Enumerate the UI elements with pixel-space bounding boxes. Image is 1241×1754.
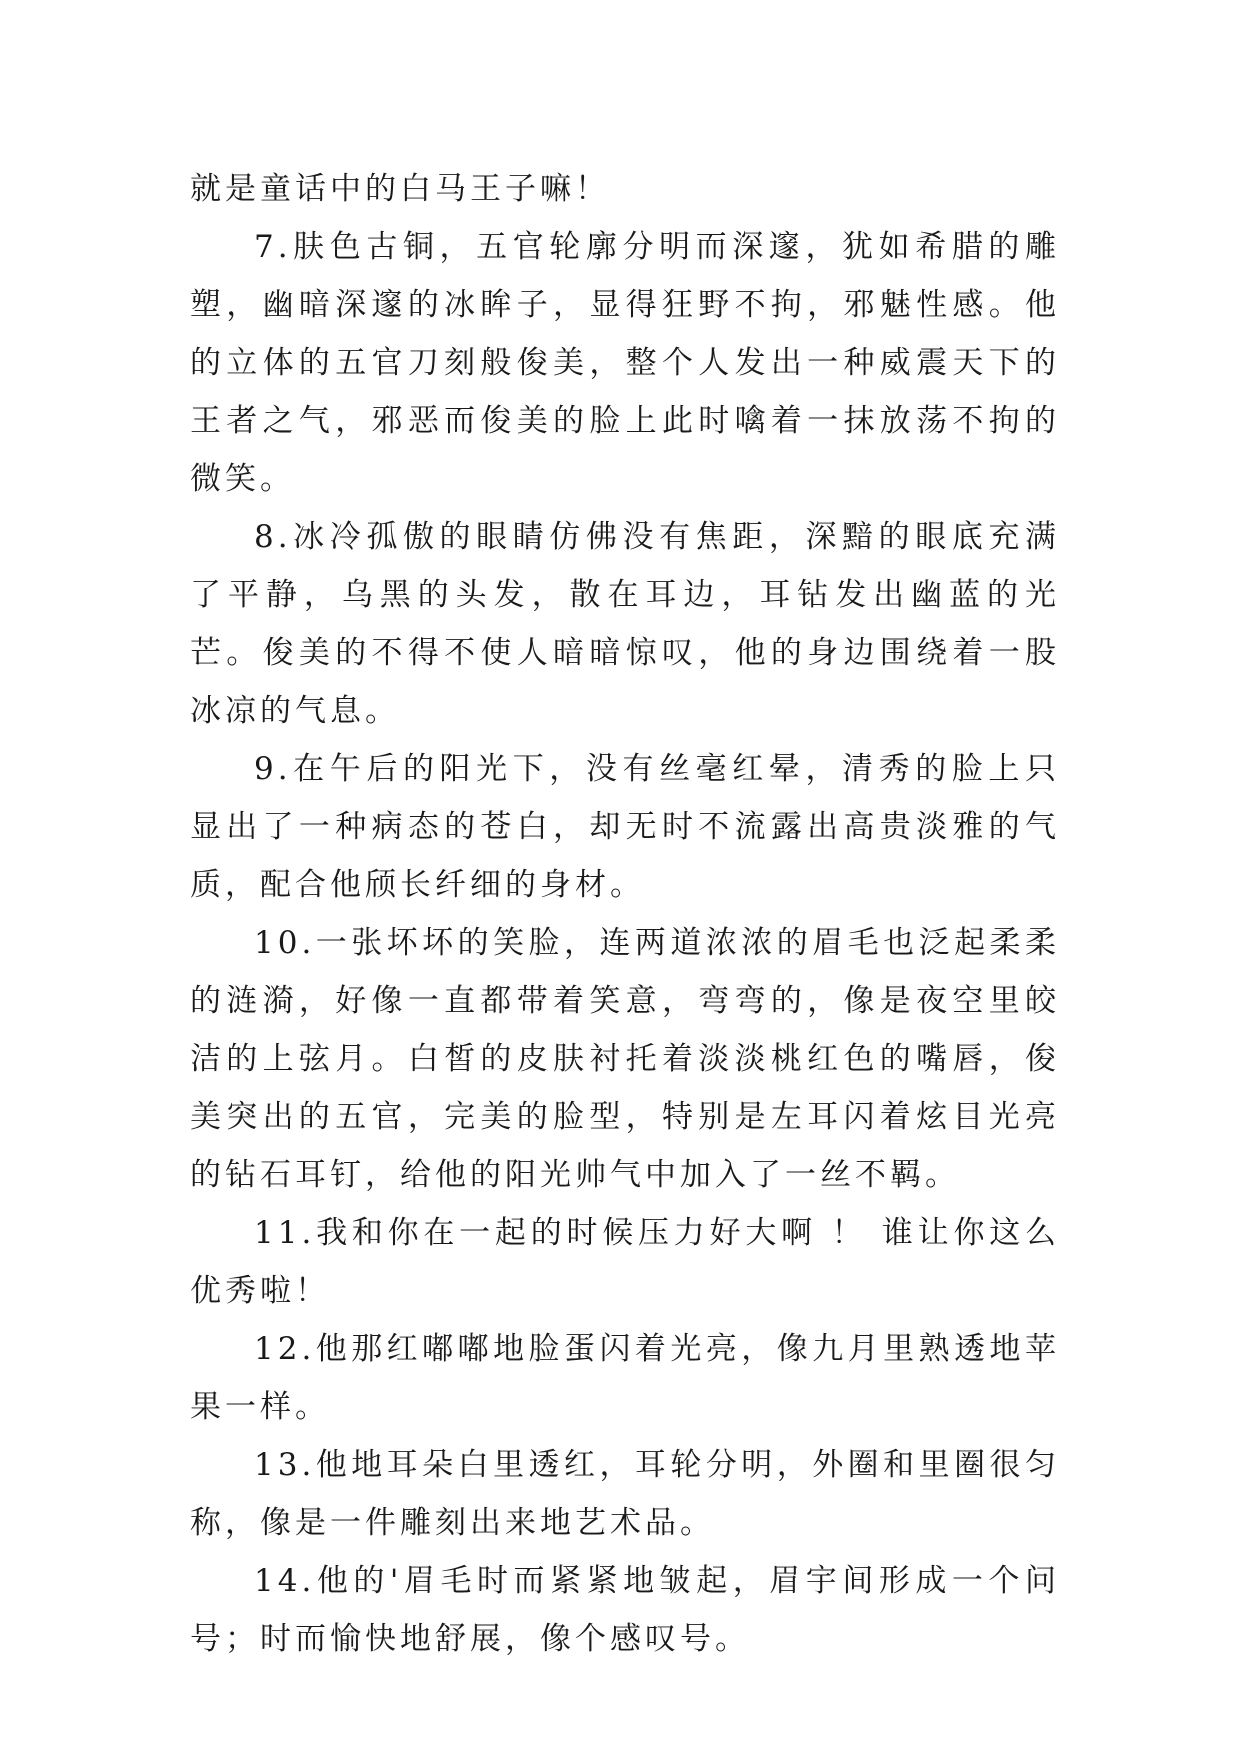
paragraph-item-12: 12.他那红嘟嘟地脸蛋闪着光亮，像九月里熟透地苹果一样。	[190, 1331, 1060, 1425]
paragraph-item-10: 10.一张坏坏的笑脸，连两道浓浓的眉毛也泛起柔柔的涟漪，好像一直都带着笑意，弯弯的，像是夜空里皎洁的上弦月。白皙的皮肤衬托着淡淡桃红色的嘴唇，俊美突出的五官，完美的脸型，特别是左耳闪着炫目光亮的钻石耳钉，给他的阳光帅气中加入了一丝不羁。	[190, 925, 1060, 1193]
paragraph-item-11: 11.我和你在一起的时候压力好大啊 ！ 谁让你这么优秀啦！	[190, 1215, 1060, 1309]
paragraph-item-8: 8.冰冷孤傲的眼睛仿佛没有焦距，深黯的眼底充满了平静，乌黑的头发，散在耳边，耳钻发出幽蓝的光芒。俊美的不得不使人暗暗惊叹，他的身边围绕着一股冰凉的气息。	[190, 519, 1060, 729]
paragraph-item-9: 9.在午后的阳光下，没有丝毫红晕，清秀的脸上只显出了一种病态的苍白，却无时不流露出高贵淡雅的气质，配合他颀长纤细的身材。	[190, 751, 1060, 903]
document-body	[190, 160, 1060, 1668]
paragraph-continuation: 就是童话中的白马王子嘛！	[190, 171, 610, 207]
paragraph-item-14: 14.他的'眉毛时而紧紧地皱起，眉宇间形成一个问号；时而愉快地舒展，像个感叹号。	[190, 1563, 1060, 1657]
paragraph-item-13: 13.他地耳朵白里透红，耳轮分明，外圈和里圈很匀称，像是一件雕刻出来地艺术品。	[190, 1447, 1060, 1541]
paragraph-item-7: 7.肤色古铜，五官轮廓分明而深邃，犹如希腊的雕塑，幽暗深邃的冰眸子，显得狂野不拘，邪魅性感。他的立体的五官刀刻般俊美，整个人发出一种威震天下的王者之气，邪恶而俊美的脸上此时噙着一抹放荡不拘的微笑。	[190, 229, 1060, 497]
